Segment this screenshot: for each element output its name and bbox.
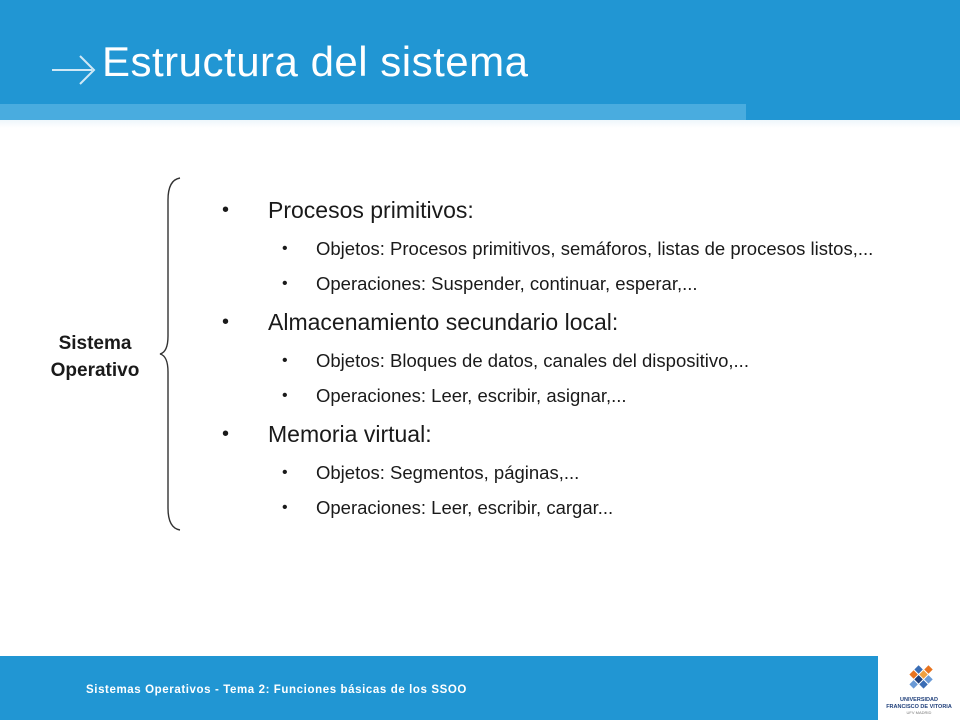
bullet-icon: • xyxy=(282,352,288,369)
header-divider xyxy=(0,120,960,128)
university-logo-text xyxy=(880,697,958,717)
list-item xyxy=(282,271,900,296)
university-logo-icon xyxy=(900,660,940,696)
side-label-line1: Sistema xyxy=(58,333,132,354)
header-band-right xyxy=(746,104,960,120)
section-heading-text: Memoria virtual: xyxy=(268,421,432,447)
bullet-icon: • xyxy=(222,311,230,333)
slide-title: Estructura del sistema xyxy=(102,38,529,85)
list-item-text: Operaciones: Leer, escribir, cargar... xyxy=(316,497,614,518)
list-item-text: Objetos: Procesos primitivos, semáforos, listas de procesos listos,... xyxy=(316,238,874,259)
bullet-content xyxy=(220,194,900,530)
list-item-text: Objetos: Segmentos, páginas,... xyxy=(316,462,580,483)
logo-line1: UNIVERSIDAD xyxy=(900,697,938,703)
list-item xyxy=(282,348,900,373)
section-heading-text: Procesos primitivos: xyxy=(268,197,474,223)
bullet-icon: • xyxy=(222,423,230,445)
footer-text: Sistemas Operativos - Tema 2: Funciones básicas de los SSOO xyxy=(86,684,467,696)
bullet-icon: • xyxy=(282,240,288,257)
bullet-icon: • xyxy=(222,199,230,221)
list-item xyxy=(282,460,900,485)
section-heading xyxy=(220,194,900,226)
bullet-icon: • xyxy=(282,499,288,516)
side-label-line2: Operativo xyxy=(50,360,140,381)
section-heading xyxy=(220,418,900,450)
list-item-text: Operaciones: Leer, escribir, asignar,... xyxy=(316,385,627,406)
logo-line2: FRANCISCO DE VITORIA xyxy=(886,703,952,710)
section-heading-text: Almacenamiento secundario local: xyxy=(268,309,619,335)
arrow-right-icon xyxy=(50,52,98,88)
list-item-text: Operaciones: Suspender, continuar, esperar,... xyxy=(316,273,698,294)
list-item xyxy=(282,495,900,520)
side-label xyxy=(20,330,170,384)
list-item xyxy=(282,236,900,261)
bullet-icon: • xyxy=(282,464,288,481)
list-item xyxy=(282,383,900,408)
bullet-icon: • xyxy=(282,275,288,292)
bullet-icon: • xyxy=(282,387,288,404)
curly-brace-icon xyxy=(156,176,186,532)
section-heading xyxy=(220,306,900,338)
logo-line3: UFV MADRID xyxy=(906,710,932,715)
header-band xyxy=(0,104,746,120)
list-item-text: Objetos: Bloques de datos, canales del dispositivo,... xyxy=(316,350,749,371)
